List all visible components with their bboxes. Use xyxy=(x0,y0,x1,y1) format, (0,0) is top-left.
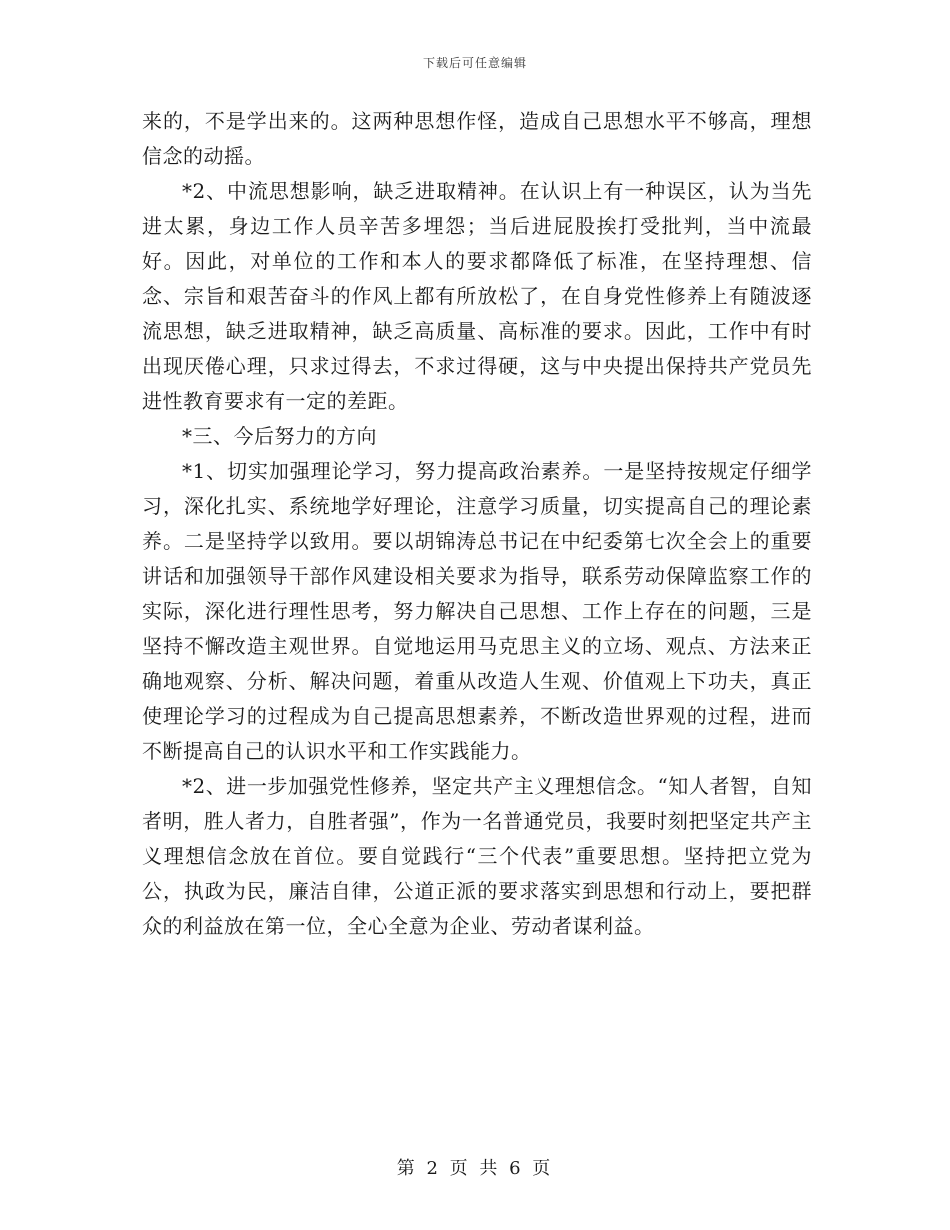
paragraph-section-2-2: *2、中流思想影响，缺乏进取精神。在认识上有一种误区，认为当先进太累，身边工作人员辛苦多埋怨；当后进屁股挨打受批判，当中流最好。因此，对单位的工作和本人的要求都降低了标准，在坚持理想、信念、宗旨和艰苦奋斗的作风上都有所放松了，在自身党性修养上有随波逐流思想，缺乏进取精神，缺乏高质量、高标准的要求。因此，工作中有时出现厌倦心理，只求过得去，不求过得硬，这与中央提出保持共产党员先进性教育要求有一定的差距。 xyxy=(142,179,812,413)
document-body xyxy=(142,104,812,944)
paragraph-section-3-2: *2、进一步加强党性修养，坚定共产主义理想信念。“知人者智，自知者明，胜人者力，自胜者强”，作为一名普通党员，我要时刻把坚定共产主义理想信念放在首位。要自觉践行“三个代表”重要思想。坚持把立党为公，执政为民，廉洁自律，公道正派的要求落实到思想和行动上，要把群众的利益放在第一位，全心全意为企业、劳动者谋利益。 xyxy=(142,774,812,938)
paragraph-continuation: 来的，不是学出来的。这两种思想作怪，造成自己思想水平不够高，理想信念的动摇。 xyxy=(142,109,812,168)
page-header: 下载后可任意编辑 xyxy=(422,56,527,70)
paragraph-section-3-1: *1、切实加强理论学习，努力提高政治素养。一是坚持按规定仔细学习，深化扎实、系统地学好理论，注意学习质量，切实提高自己的理论素养。二是坚持学以致用。要以胡锦涛总书记在中纪委第七次全会上的重要讲话和加强领导干部作风建设相关要求为指导，联系劳动保障监察工作的实际，深化进行理性思考，努力解决自己思想、工作上存在的问题，三是坚持不懈改造主观世界。自觉地运用马克思主义的立场、观点、方法来正确地观察、分析、解决问题，着重从改造人生观、价值观上下功夫，真正使理论学习的过程成为自己提高思想素养，不断改造世界观的过程，进而不断提高自己的认识水平和工作实践能力。 xyxy=(142,459,812,763)
section-heading-3: *三、今后努力的方向 xyxy=(182,424,377,448)
page-number-footer: 第 2 页 共 6 页 xyxy=(396,1158,554,1179)
